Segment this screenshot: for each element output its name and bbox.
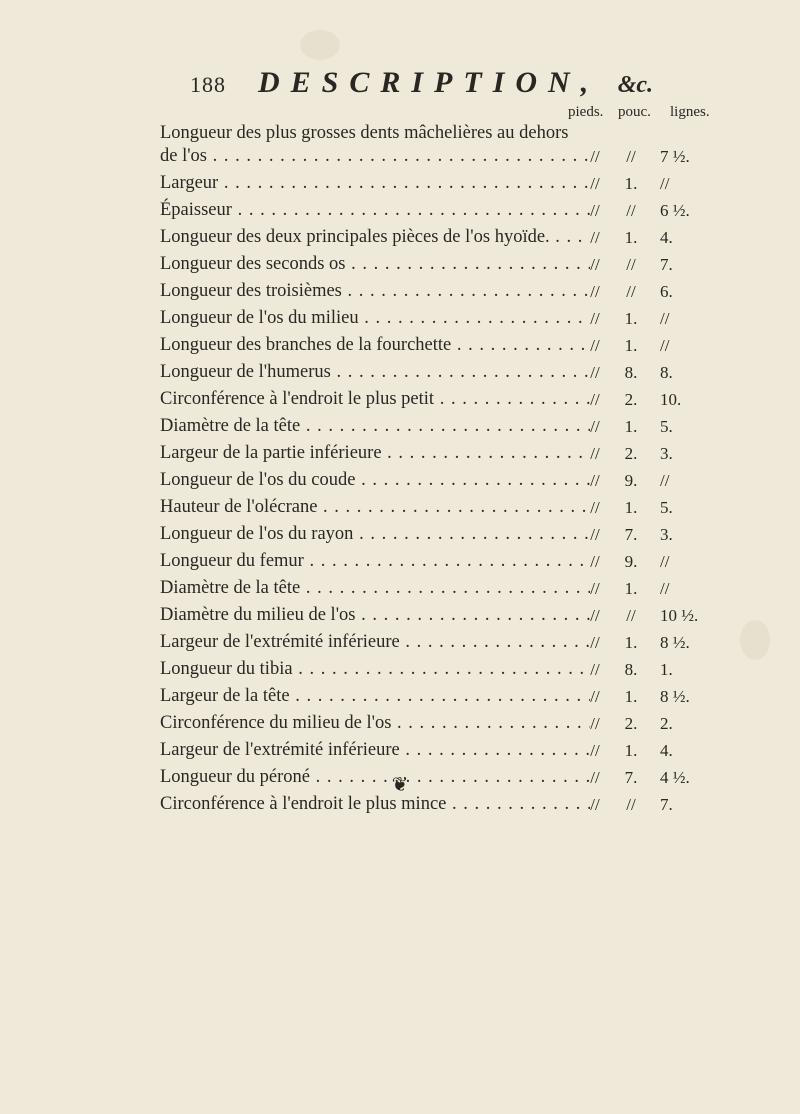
- value-pieds: //: [590, 444, 600, 463]
- value-pieds: //: [590, 633, 600, 652]
- row-label-line1: Longueur des plus grosses dents mâchelières au dehors: [160, 123, 569, 143]
- row-label: Circonférence à l'endroit le plus mince . . .: [160, 791, 590, 818]
- value-pouc: 1.: [624, 174, 638, 193]
- row-label: Longueur du péroné . . .: [160, 764, 590, 791]
- value-pouc: 1.: [624, 336, 638, 355]
- row-label: Longueur du femur . . .: [160, 548, 590, 575]
- value-lignes: //: [660, 309, 670, 328]
- table-row: [160, 359, 720, 386]
- value-pouc: 2.: [624, 714, 638, 733]
- table-row: [160, 737, 720, 764]
- table-row: [160, 413, 720, 440]
- paper-stain: [740, 620, 770, 660]
- value-pouc: 8.: [624, 660, 638, 679]
- value-pieds: //: [590, 660, 600, 679]
- value-pieds: //: [590, 714, 600, 733]
- value-pouc: 9.: [624, 552, 638, 571]
- table-row: [160, 224, 720, 251]
- table-row: [160, 251, 720, 278]
- value-pieds: //: [590, 795, 600, 814]
- table-row: [160, 170, 720, 197]
- value-pouc: //: [626, 255, 636, 274]
- row-label: Longueur de l'os du milieu . . .: [160, 305, 590, 332]
- row-label: Longueur des deux principales pièces de l'os hyoïde. . . .: [160, 224, 590, 251]
- row-label: Diamètre de la tête . . .: [160, 575, 590, 602]
- table-row: [160, 710, 720, 737]
- value-lignes: //: [660, 471, 670, 490]
- row-label: Longueur du tibia . . .: [160, 656, 590, 683]
- table-row: [160, 629, 720, 656]
- value-pieds: //: [590, 768, 600, 787]
- row-label: de l'os . . .: [160, 143, 590, 170]
- row-label: Hauteur de l'olécrane . . .: [160, 494, 590, 521]
- table-row: [160, 197, 720, 224]
- value-pouc: 1.: [624, 579, 638, 598]
- value-pieds: //: [590, 309, 600, 328]
- value-pouc: 7.: [624, 525, 638, 544]
- value-pieds: //: [590, 525, 600, 544]
- value-lignes: //: [660, 174, 670, 193]
- value-pouc: 7.: [624, 768, 638, 787]
- value-pieds: //: [590, 687, 600, 706]
- value-pieds: //: [590, 606, 600, 625]
- value-pieds: //: [590, 363, 600, 382]
- value-pouc: 1.: [624, 687, 638, 706]
- value-pieds: //: [590, 201, 600, 220]
- column-header-pieds: pieds.: [568, 104, 604, 120]
- value-pouc: //: [626, 201, 636, 220]
- value-lignes: //: [660, 336, 670, 355]
- value-pouc: 1.: [624, 498, 638, 517]
- value-pieds: //: [590, 471, 600, 490]
- column-header-pouces: pouc.: [618, 104, 651, 120]
- value-lignes: //: [660, 579, 670, 598]
- value-pieds: //: [590, 390, 600, 409]
- value-lignes: 10 ½.: [660, 606, 699, 625]
- value-pouc: 1.: [624, 228, 638, 247]
- value-pieds: //: [590, 282, 600, 301]
- value-pouc: //: [626, 282, 636, 301]
- value-lignes: 2.: [660, 714, 673, 733]
- value-lignes: 3.: [660, 525, 673, 544]
- row-label: Circonférence à l'endroit le plus petit . . .: [160, 386, 590, 413]
- value-pouc: 2.: [624, 390, 638, 409]
- row-label: Longueur des branches de la fourchette . . .: [160, 332, 590, 359]
- table-row: [160, 494, 720, 521]
- value-lignes: 10.: [660, 390, 682, 409]
- row-label: Largeur de l'extrémité inférieure . . .: [160, 737, 590, 764]
- row-label: Circonférence du milieu de l'os . . .: [160, 710, 590, 737]
- table-row: [160, 521, 720, 548]
- value-pieds: //: [590, 336, 600, 355]
- value-pouc: 8.: [624, 363, 638, 382]
- value-lignes: 5.: [660, 417, 673, 436]
- row-label: Largeur de la tête . . .: [160, 683, 590, 710]
- table-row: [160, 602, 720, 629]
- value-lignes: 7.: [660, 795, 673, 814]
- row-label: Longueur des troisièmes . . .: [160, 278, 590, 305]
- row-label: Longueur de l'humerus . . .: [160, 359, 590, 386]
- value-pouc: //: [626, 147, 636, 166]
- table-row: [160, 575, 720, 602]
- row-label: Largeur . . .: [160, 170, 590, 197]
- row-label: Diamètre du milieu de l'os . . .: [160, 602, 590, 629]
- value-pouc: 1.: [624, 633, 638, 652]
- value-pieds: //: [590, 417, 600, 436]
- value-lignes: 4.: [660, 741, 673, 760]
- value-pouc: 1.: [624, 741, 638, 760]
- table-row: [160, 278, 720, 305]
- row-label: Diamètre de la tête . . .: [160, 413, 590, 440]
- table-row: [160, 120, 720, 170]
- value-lignes: 6.: [660, 282, 673, 301]
- table-row: [160, 332, 720, 359]
- row-label: Épaisseur . . .: [160, 197, 590, 224]
- value-pieds: //: [590, 147, 600, 166]
- value-lignes: 8 ½.: [660, 687, 690, 706]
- row-label: Largeur de la partie inférieure . . .: [160, 440, 590, 467]
- value-pouc: 9.: [624, 471, 638, 490]
- row-label: Longueur de l'os du rayon . . .: [160, 521, 590, 548]
- value-pieds: //: [590, 255, 600, 274]
- row-label: Longueur de l'os du coude . . .: [160, 467, 590, 494]
- row-label: Largeur de l'extrémité inférieure . . .: [160, 629, 590, 656]
- measurement-table: [160, 120, 720, 818]
- value-lignes: //: [660, 552, 670, 571]
- value-lignes: 7 ½.: [660, 147, 690, 166]
- table-row: [160, 683, 720, 710]
- running-title: DESCRIPTION, &c.: [258, 66, 654, 99]
- row-label: Longueur des seconds os . . .: [160, 251, 590, 278]
- table-row: [160, 656, 720, 683]
- value-pouc: 1.: [624, 417, 638, 436]
- table-row: [160, 386, 720, 413]
- table-row: [160, 467, 720, 494]
- value-lignes: 1.: [660, 660, 673, 679]
- column-header-lignes: lignes.: [670, 104, 710, 120]
- value-pouc: 1.: [624, 309, 638, 328]
- value-lignes: 4 ½.: [660, 768, 690, 787]
- table-row: [160, 440, 720, 467]
- value-lignes: 3.: [660, 444, 673, 463]
- page-number: 188: [190, 72, 226, 97]
- value-pouc: 2.: [624, 444, 638, 463]
- value-pieds: //: [590, 741, 600, 760]
- value-pouc: //: [626, 795, 636, 814]
- value-lignes: 4.: [660, 228, 673, 247]
- table-row: [160, 548, 720, 575]
- value-lignes: 5.: [660, 498, 673, 517]
- paper-stain: [300, 30, 340, 60]
- table-row: [160, 305, 720, 332]
- value-pouc: //: [626, 606, 636, 625]
- value-pieds: //: [590, 579, 600, 598]
- value-lignes: 7.: [660, 255, 673, 274]
- value-lignes: 8 ½.: [660, 633, 690, 652]
- value-pieds: //: [590, 174, 600, 193]
- value-pieds: //: [590, 498, 600, 517]
- tailpiece-ornament: ❦: [391, 774, 409, 796]
- value-lignes: 8.: [660, 363, 673, 382]
- value-pieds: //: [590, 552, 600, 571]
- value-pieds: //: [590, 228, 600, 247]
- value-lignes: 6 ½.: [660, 201, 690, 220]
